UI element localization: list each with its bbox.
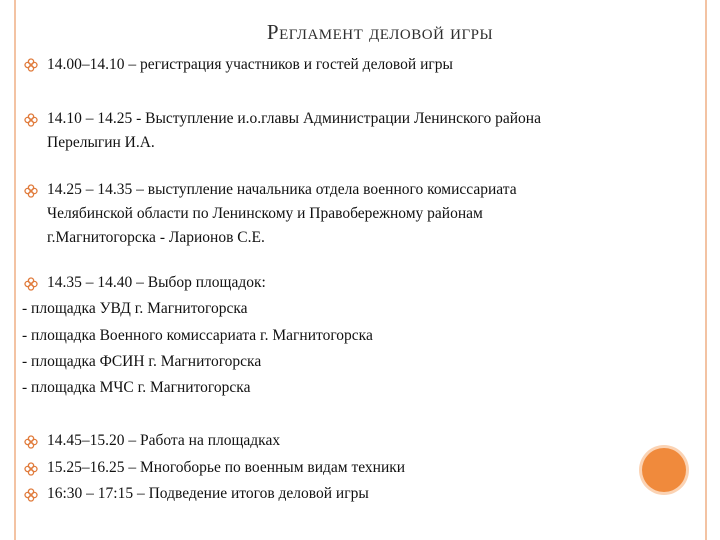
site-list-item: - площадка УВД г. Магнитогорска [22, 300, 248, 317]
schedule-line: 14.45–15.20 – Работа на площадках [47, 432, 281, 449]
slide-frame-left [14, 0, 16, 540]
slide-frame-right [705, 0, 707, 540]
schedule-item-site-choice [47, 271, 677, 295]
schedule-line: Перелыгин И.А. [47, 134, 155, 151]
schedule-line: 15.25–16.25 – Многоборье по военным видам техники [47, 459, 406, 476]
schedule-item-speech-military [47, 178, 677, 250]
flower-bullet-icon [24, 488, 38, 502]
site-list-item: - площадка Военного комиссариата г. Магнитогорска [22, 327, 373, 344]
flower-bullet-icon [24, 435, 38, 449]
schedule-line: 16:30 – 17:15 – Подведение итогов деловой игры [47, 485, 369, 502]
schedule-line: 14.35 – 14.40 – Выбор площадок: [47, 274, 266, 291]
schedule-line: Челябинской области по Ленинскому и Правобережному районам [47, 205, 483, 222]
schedule-item-registration [47, 53, 677, 77]
schedule-line: 14.25 – 14.35 – выступление начальника отдела военного комиссариата [47, 181, 517, 198]
flower-bullet-icon [24, 277, 38, 291]
flower-bullet-icon [24, 113, 38, 127]
flower-bullet-icon [24, 462, 38, 476]
flower-bullet-icon [24, 184, 38, 198]
decorative-orange-circle [642, 448, 686, 492]
schedule-line: 14.00–14.10 – регистрация участников и гостей деловой игры [47, 56, 453, 73]
schedule-item-work-sites [47, 429, 677, 453]
schedule-item-speech-head [47, 107, 677, 155]
flower-bullet-icon [24, 58, 38, 72]
schedule-line: 14.10 – 14.25 - Выступление и.о.главы Администрации Ленинского района [47, 110, 541, 127]
site-list-item: - площадка ФСИН г. Магнитогорска [22, 353, 262, 370]
schedule-line: г.Магнитогорска - Ларионов С.Е. [47, 229, 265, 246]
slide-title: Регламент деловой игры [266, 20, 494, 44]
schedule-item-results [47, 482, 677, 506]
site-list-item: - площадка МЧС г. Магнитогорска [22, 379, 251, 396]
schedule-item-allround [47, 456, 677, 480]
